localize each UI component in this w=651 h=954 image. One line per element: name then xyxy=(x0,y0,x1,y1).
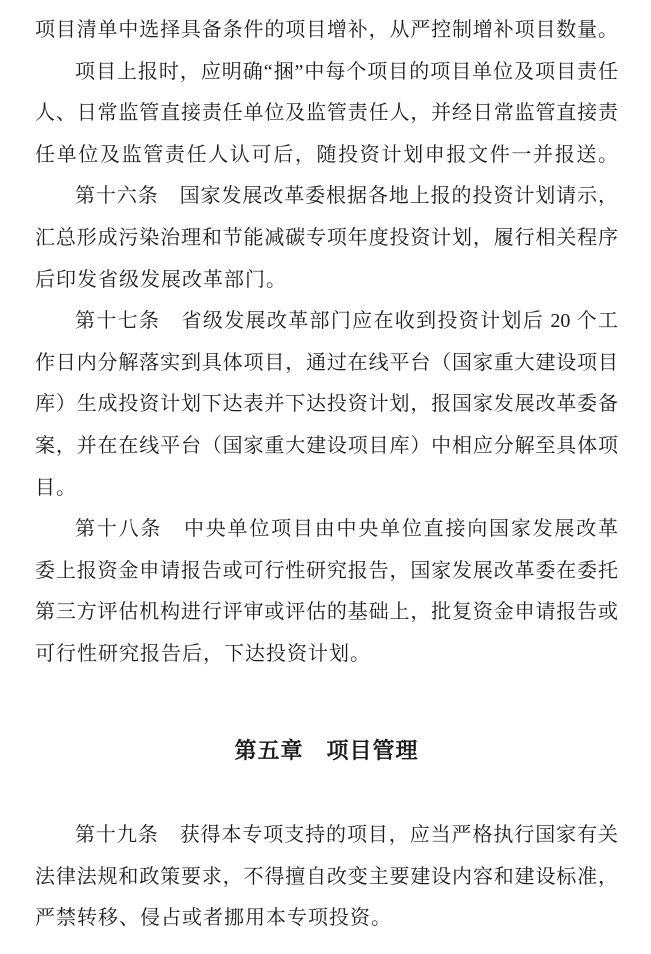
text-line: 项目上报时，应明确“捆”中每个项目的项目单位及项目责任 xyxy=(75,60,618,83)
text-line: 人、日常监管直接责任单位及监管责任人，并经日常监管直接责 xyxy=(35,102,618,125)
text-line: 第十八条 中央单位项目由中央单位直接向国家发展改革 xyxy=(75,518,618,541)
text-line: 委上报资金申请报告或可行性研究报告，国家发展改革委在委托 xyxy=(35,559,618,582)
text-line: 可行性研究报告后，下达投资计划。 xyxy=(35,642,371,665)
paragraph-article-17 xyxy=(35,301,618,509)
text-line: 作日内分解落实到具体项目，通过在线平台（国家重大建设项目 xyxy=(35,351,618,374)
text-line: 任单位及监管责任人认可后，随投资计划申报文件一并报送。 xyxy=(35,143,618,166)
text-line: 案，并在在线平台（国家重大建设项目库）中相应分解至具体项 xyxy=(35,434,618,457)
paragraph-continuation xyxy=(35,10,618,52)
text-line: 第十六条 国家发展改革委根据各地上报的投资计划请示， xyxy=(75,185,618,208)
text-line: 严禁转移、侵占或者挪用本专项投资。 xyxy=(35,907,392,930)
text-line: 第十七条 省级发展改革部门应在收到投资计划后 20 个工 xyxy=(75,310,618,333)
text-line: 汇总形成污染治理和节能减碳专项年度投资计划，履行相关程序 xyxy=(35,226,618,249)
text-line: 第三方评估机构进行评审或评估的基础上，批复资金申请报告或 xyxy=(35,601,618,624)
paragraph-article-19 xyxy=(35,815,618,940)
text-line: 法律法规和政策要求，不得擅自改变主要建设内容和建设标准， xyxy=(35,865,618,888)
paragraph-article-18 xyxy=(35,509,618,675)
text-line: 项目清单中选择具备条件的项目增补，从严控制增补项目数量。 xyxy=(35,19,618,41)
paragraph-project-reporting xyxy=(35,52,618,177)
text-line: 后印发省级发展改革部门。 xyxy=(35,268,287,291)
text-line: 第十九条 获得本专项支持的项目，应当严格执行国家有关 xyxy=(75,824,618,847)
chapter-heading: 第五章 项目管理 xyxy=(234,737,419,763)
text-line: 库）生成投资计划下达表并下达投资计划，报国家发展改革委备 xyxy=(35,393,618,416)
text-line: 目。 xyxy=(35,476,77,499)
paragraph-article-16 xyxy=(35,176,618,301)
